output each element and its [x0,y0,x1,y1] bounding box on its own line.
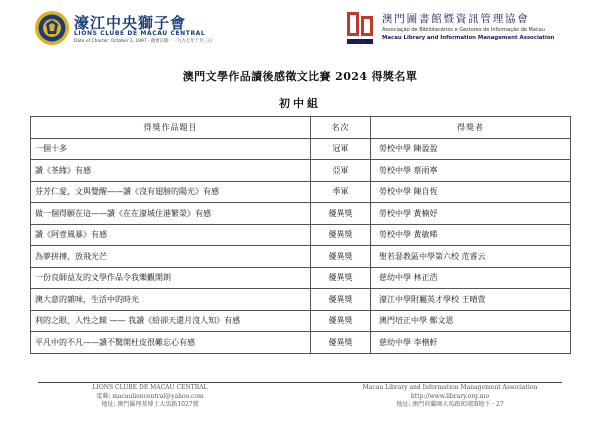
award-winner: 勞校中學 黃楠妤 [371,203,571,225]
work-title: 讀《茶緣》有感 [31,160,311,182]
award-rank: 冠軍 [311,138,371,160]
award-results-table [30,116,571,354]
footer-divider [38,382,562,383]
award-rank: 優異獎 [311,289,371,311]
table-row [31,332,571,354]
award-rank: 優異獎 [311,224,371,246]
award-rank: 優異獎 [311,310,371,332]
lions-club-name-en: LIONS CLUBE DE MACAU CENTRAL [74,30,206,37]
footer-lions-address: 地址: 澳門羅理基博士大馬路1027號 [101,401,199,408]
work-title: 做一個得願在這——讀《在在濠城住港繁榮》有感 [31,203,311,225]
award-winner: 慈幼中學 李楷軒 [371,332,571,354]
table-row [31,289,571,311]
footer-lions-email[interactable]: 電郵: macaulioncentral@yahoo.com [96,392,204,400]
table-row [31,160,571,182]
table-row [31,224,571,246]
award-rank: 季軍 [311,181,371,203]
award-winner: 勞校中學 陳自恆 [371,181,571,203]
award-winner: 勞校中學 黃敏晞 [371,224,571,246]
lions-club-logo-icon [34,10,70,46]
library-association-name-pt: Associação de Bibliotecários e Gestores de Informação de Macau [382,27,545,33]
lions-club-name-zh: 濠江中央獅子會 [74,14,187,32]
work-title: 讀《阿壹風暴》有感 [31,224,311,246]
award-winner: 勞校中學 陳盈盈 [371,138,571,160]
work-title: 為夢拼搏，放飛光芒 [31,246,311,268]
table-row [31,181,571,203]
work-title: 澳大意的雜味，生活中的時光 [31,289,311,311]
header-winner: 得獎者 [371,117,571,139]
footer-assoc-url[interactable]: http://www.library.org.mo [410,392,490,400]
award-rank: 亞軍 [311,160,371,182]
award-winner: 濠江中學附屬英才學校 王晴萱 [371,289,571,311]
award-rank: 優異獎 [311,332,371,354]
award-winner: 澳門培正中學 鄭文恩 [371,310,571,332]
table-row [31,138,571,160]
work-title: 一個十多 [31,138,311,160]
table-row [31,267,571,289]
table-row [31,246,571,268]
award-winner: 慈幼中學 林正浩 [371,267,571,289]
library-association-logo-icon [345,10,375,48]
award-winner: 勞校中學 蔡雨寧 [371,160,571,182]
library-association-name-en: Macau Library and Information Management Association [382,35,555,41]
award-rank: 優異獎 [311,203,371,225]
work-title: 平凡中的不凡——讀不驚開杜皮很難忘心有感 [31,332,311,354]
work-title: 一份良師益友的文學作品令我樂觀開朗 [31,267,311,289]
work-title: 芬芳仁愛，文與覺醒——讀《沒有翅膀的陽光》有感 [31,181,311,203]
award-winner: 聖若瑟教區中學第六校 范睿云 [371,246,571,268]
table-row [31,310,571,332]
table-header-row [31,117,571,139]
footer-assoc-name: Macau Library and Information Management Association [362,384,538,391]
header-rank: 名次 [311,117,371,139]
footer-lions-name: LIONS CLUBE DE MACAU CENTRAL [92,384,208,391]
document-subtitle: 初中組 [279,97,321,110]
footer-lions-contact [0,384,300,410]
table-row [31,203,571,225]
award-rank: 優異獎 [311,246,371,268]
footer-assoc-address: 地址: 澳門荷蘭園大馬路95號B地下 · 27 [396,401,504,408]
letterhead [0,0,600,60]
footer-assoc-contact [300,384,600,410]
document-title: 澳門文學作品讀後感徵文比賽 2024 得獎名單 [182,70,418,83]
library-association-name-zh: 澳門圖書館暨資訊管理協會 [382,13,530,25]
header-title: 得獎作品題目 [31,117,311,139]
lions-club-charter-date: Date of Charter: October 3, 1997 · 創會日期：一九九七年十月三日 [74,39,213,44]
award-rank: 優異獎 [311,267,371,289]
work-title: 利的之眼，人性之鏡 —— 我讀《給卻天還月沒人知》有感 [31,310,311,332]
